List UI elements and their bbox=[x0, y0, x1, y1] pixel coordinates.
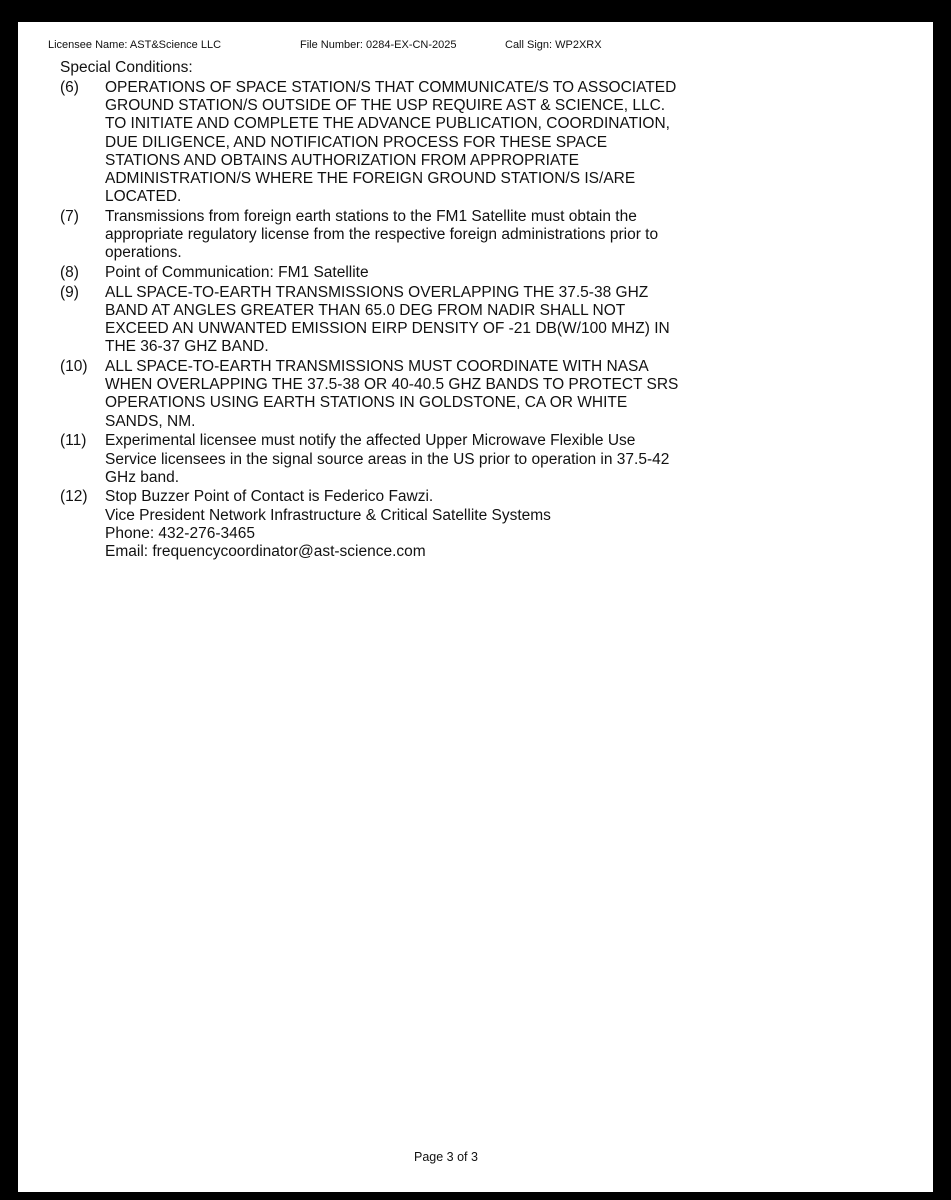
condition-number: (12) bbox=[60, 488, 88, 506]
page-number: Page 3 of 3 bbox=[414, 1150, 478, 1164]
condition-line: ADMINISTRATION/S WHERE THE FOREIGN GROUND STATION/S IS/ARE bbox=[105, 170, 636, 188]
condition-number: (6) bbox=[60, 79, 79, 96]
condition-item bbox=[60, 488, 740, 561]
condition-number: (10) bbox=[60, 358, 88, 376]
condition-line: Email: frequencycoordinator@ast-science.com bbox=[105, 543, 426, 561]
condition-text bbox=[105, 264, 740, 282]
condition-line: ALL SPACE-TO-EARTH TRANSMISSIONS MUST COORDINATE WITH NASA bbox=[105, 358, 649, 376]
condition-line: operations. bbox=[105, 244, 182, 262]
condition-line: Point of Communication: FM1 Satellite bbox=[105, 264, 369, 282]
condition-line: SANDS, NM. bbox=[105, 412, 196, 430]
condition-line: OPERATIONS OF SPACE STATION/S THAT COMMUNICATE/S TO ASSOCIATED bbox=[105, 79, 677, 96]
condition-line: Phone: 432-276-3465 bbox=[105, 524, 255, 542]
condition-line: GHz band. bbox=[105, 468, 180, 486]
condition-text bbox=[105, 358, 740, 431]
condition-line: Service licensees in the signal source areas in the US prior to operation in 37.5-42 bbox=[105, 450, 670, 468]
condition-text bbox=[105, 432, 740, 487]
call-sign: Call Sign: WP2XRX bbox=[505, 39, 602, 51]
condition-line: GROUND STATION/S OUTSIDE OF THE USP REQUIRE AST & SCIENCE, LLC. bbox=[105, 97, 666, 115]
condition-line: THE 36-37 GHZ BAND. bbox=[105, 338, 269, 356]
condition-item bbox=[60, 208, 740, 263]
condition-item bbox=[60, 264, 740, 282]
condition-line: BAND AT ANGLES GREATER THAN 65.0 DEG FROM NADIR SHALL NOT bbox=[105, 301, 626, 319]
licensee-name: Licensee Name: AST&Science LLC bbox=[48, 39, 222, 51]
condition-item bbox=[60, 358, 740, 431]
condition-line: Transmissions from foreign earth stations to the FM1 Satellite must obtain the bbox=[105, 207, 637, 225]
condition-line: STATIONS AND OBTAINS AUTHORIZATION FROM APPROPRIATE bbox=[105, 151, 579, 169]
condition-text bbox=[105, 284, 740, 357]
conditions-list bbox=[60, 79, 740, 563]
condition-line: WHEN OVERLAPPING THE 37.5-38 OR 40-40.5 GHZ BANDS TO PROTECT SRS bbox=[105, 376, 679, 394]
condition-item bbox=[60, 432, 740, 487]
condition-number: (11) bbox=[60, 432, 87, 450]
condition-line: LOCATED. bbox=[105, 188, 182, 206]
condition-number: (9) bbox=[60, 283, 79, 301]
condition-item bbox=[60, 79, 740, 206]
condition-line: DUE DILIGENCE, AND NOTIFICATION PROCESS FOR THESE SPACE bbox=[105, 133, 608, 151]
condition-line: EXCEED AN UNWANTED EMISSION EIRP DENSITY OF -21 DB(W/100 MHZ) IN bbox=[105, 320, 670, 338]
condition-number: (7) bbox=[60, 207, 79, 225]
condition-line: Vice President Network Infrastructure & Critical Satellite Systems bbox=[105, 506, 551, 524]
document-page bbox=[18, 22, 933, 1192]
condition-line: ALL SPACE-TO-EARTH TRANSMISSIONS OVERLAPPING THE 37.5-38 GHZ bbox=[105, 283, 649, 301]
file-number: File Number: 0284-EX-CN-2025 bbox=[300, 39, 457, 51]
special-conditions-heading: Special Conditions: bbox=[60, 59, 193, 76]
condition-text bbox=[105, 79, 740, 206]
condition-line: Experimental licensee must notify the affected Upper Microwave Flexible Use bbox=[105, 432, 636, 450]
condition-line: TO INITIATE AND COMPLETE THE ADVANCE PUBLICATION, COORDINATION, bbox=[105, 115, 670, 133]
condition-item bbox=[60, 284, 740, 357]
condition-number: (8) bbox=[60, 264, 79, 282]
condition-text bbox=[105, 208, 740, 263]
condition-line: appropriate regulatory license from the respective foreign administrations prior to bbox=[105, 226, 659, 244]
condition-line: Stop Buzzer Point of Contact is Federico Fawzi. bbox=[105, 488, 434, 506]
condition-line: OPERATIONS USING EARTH STATIONS IN GOLDSTONE, CA OR WHITE bbox=[105, 394, 628, 412]
condition-text bbox=[105, 488, 740, 561]
